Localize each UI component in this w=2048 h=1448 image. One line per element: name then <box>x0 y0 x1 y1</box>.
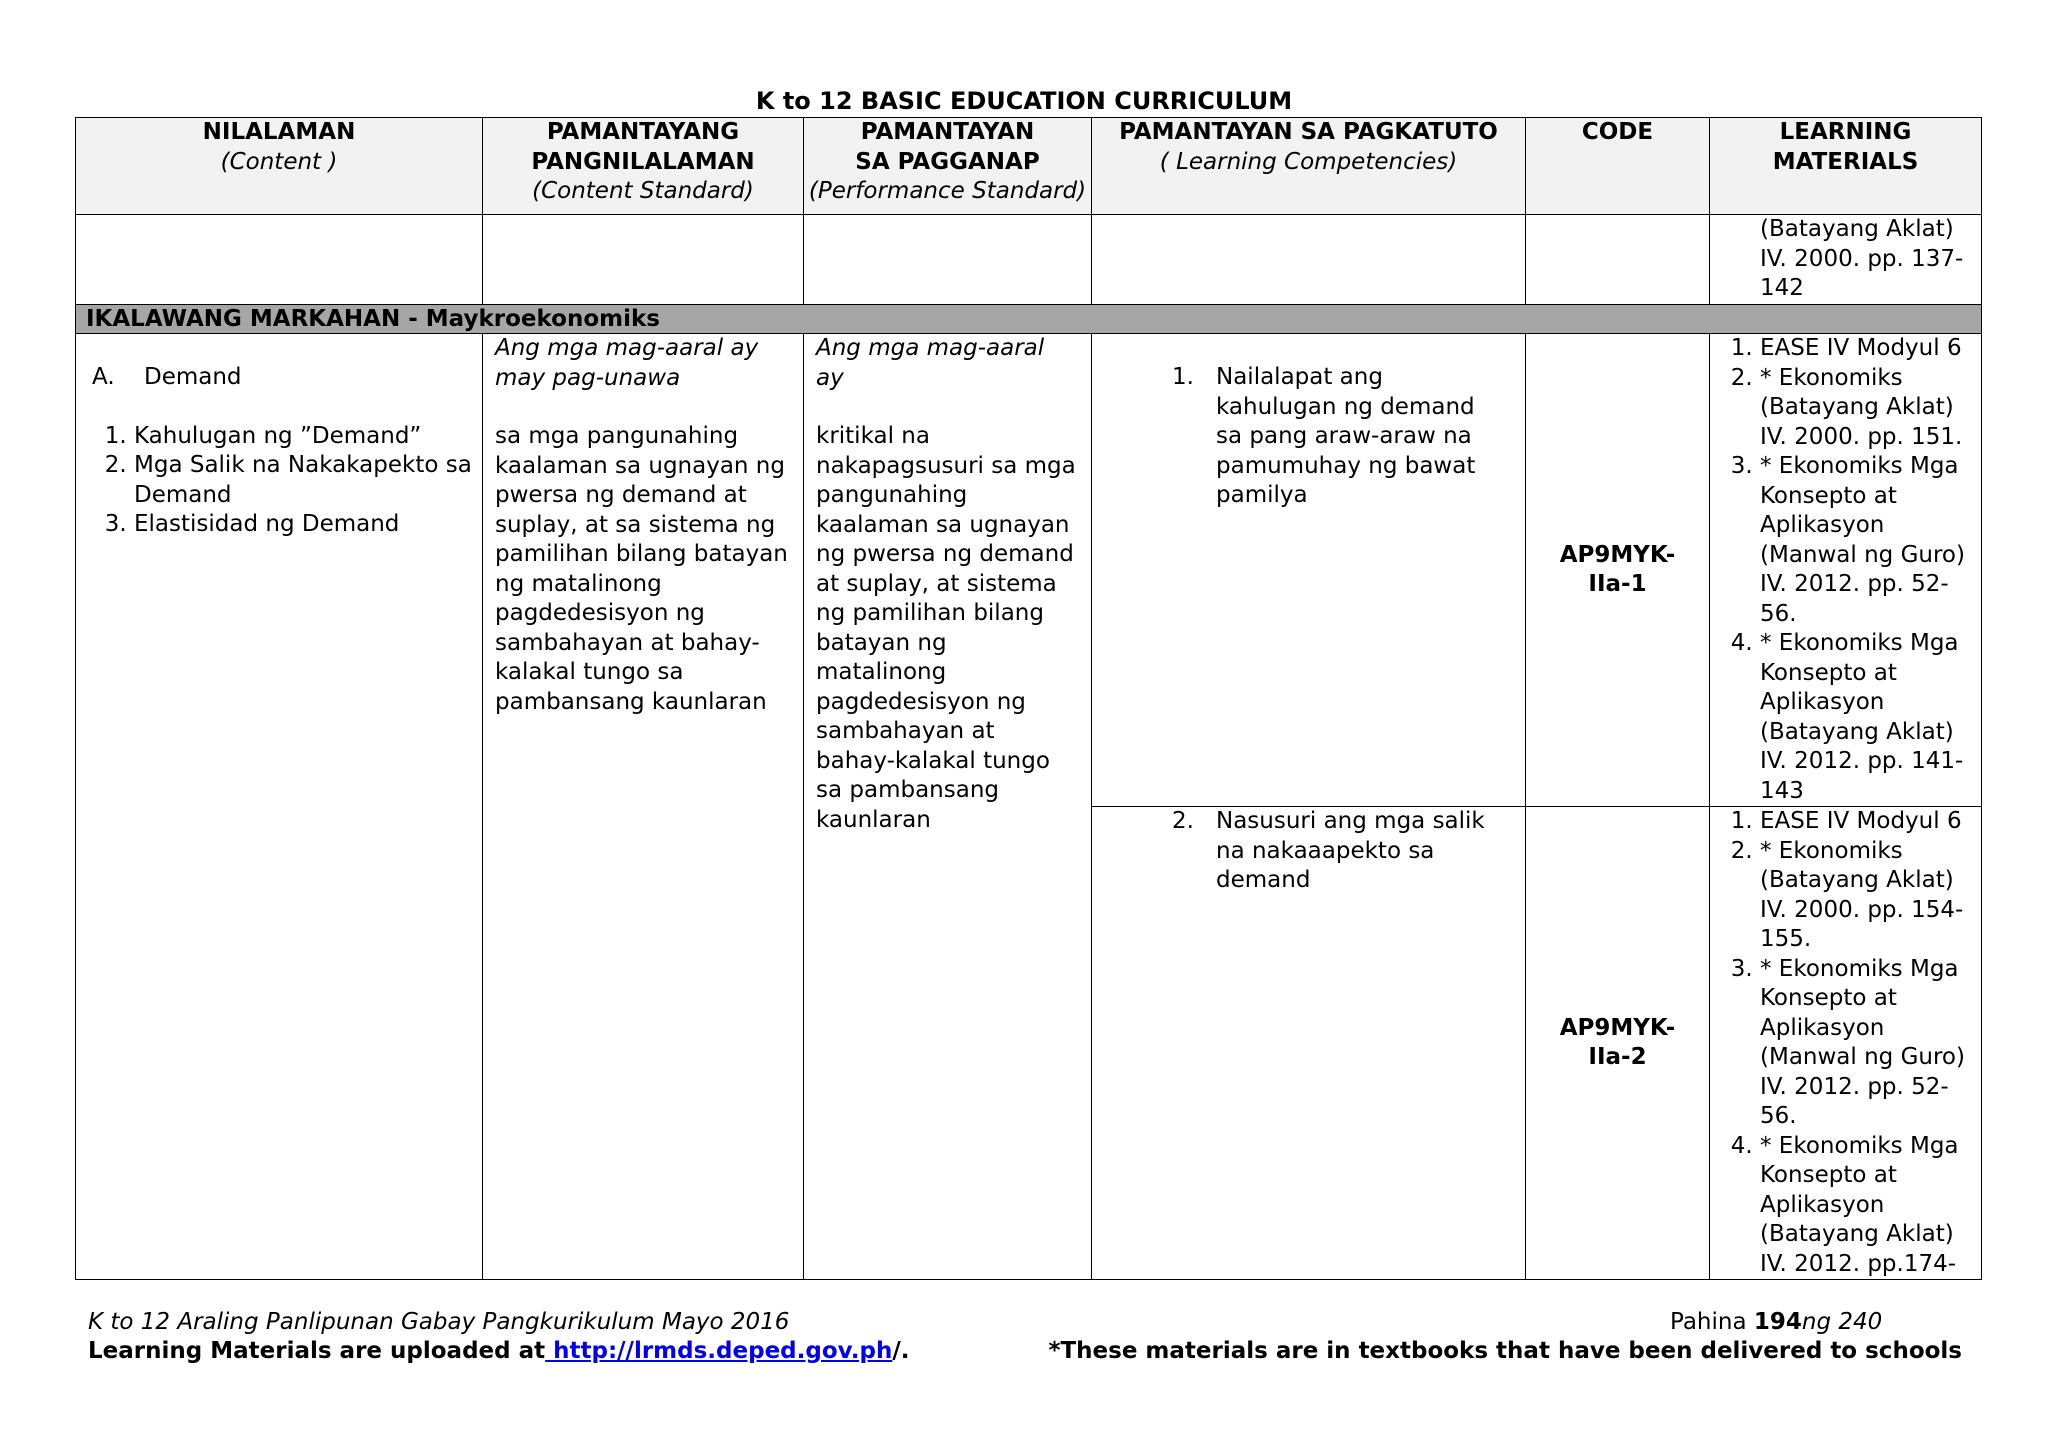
list-item: 1. EASE IV Modyul 6 <box>1760 807 1981 837</box>
carryover-materials: (Batayang Aklat) IV. 2000. pp. 137- 142 <box>1710 215 1982 305</box>
performance-standard-cell <box>804 334 1092 1280</box>
footer-upload-prefix: Learning Materials are uploaded at <box>88 1338 546 1364</box>
list-item: 1. EASE IV Modyul 6 <box>1760 334 1981 364</box>
content-topic-text: Demand <box>144 364 242 390</box>
content-subtopics <box>76 422 482 540</box>
header-performance-title2: SA PAGGANAP <box>855 148 1040 175</box>
header-performance-title1: PAMANTAYAN <box>860 119 1035 145</box>
list-item: 2. Mga Salik na Nakakapekto sa Demand <box>134 451 482 510</box>
competency-1-code: AP9MYK- IIa-1 <box>1526 334 1710 807</box>
content-topic <box>76 363 482 393</box>
footer-note: *These materials are in textbooks that have been delivered to schools <box>1048 1338 1962 1364</box>
header-competencies <box>1092 118 1526 215</box>
page-number-line <box>1670 1308 1882 1337</box>
footer-guide: K to 12 Araling Panlipunan Gabay Pangkurikulum Mayo 2016 <box>88 1309 790 1335</box>
list-item: 3. * Ekonomiks Mga Konsepto at Aplikasyon (Manwal ng Guro) IV. 2012. pp. 52-56. <box>1760 955 1981 1132</box>
list-item: 1. Kahulugan ng ”Demand” <box>134 422 482 452</box>
list-item: 2. * Ekonomiks (Batayang Aklat) IV. 2000. pp. 151. <box>1760 364 1981 453</box>
header-content-sub: (Content ) <box>220 148 338 175</box>
footer-left <box>88 1308 909 1366</box>
content-standard-intro: Ang mga mag-aaral ay may pag-unawa <box>495 335 759 391</box>
competency-2-code: AP9MYK- IIa-2 <box>1526 807 1710 1280</box>
list-item: 4. * Ekonomiks Mga Konsepto at Aplikasyon (Batayang Aklat) IV. 2012. pp. 141-143 <box>1760 629 1981 806</box>
competency-1-cell <box>1092 334 1526 807</box>
competency-2-cell <box>1092 807 1526 1280</box>
document-title: K to 12 BASIC EDUCATION CURRICULUM <box>755 87 1293 115</box>
performance-standard-body: kritikal na nakapagsusuri sa mga pangunahing kaalaman sa ugnayan ng pwersa ng demand at suplay, at sistema ng pamilihan bilang batayan ng matalinong pagdedesisyon ng sambahayan at bahay-kalakal tungo sa pambansang kaunlaran <box>816 423 1076 833</box>
quarter-band: IKALAWANG MARKAHAN - Maykroekonomiks <box>76 305 1982 334</box>
header-materials-title2: MATERIALS <box>1772 148 1919 175</box>
content-standard-cell <box>483 334 804 1280</box>
header-content-standard-title1: PAMANTAYANG <box>546 119 740 145</box>
footer-upload <box>88 1337 909 1366</box>
header-content-standard <box>483 118 804 215</box>
carryover-row <box>76 215 1982 305</box>
curriculum-table <box>75 117 1982 1280</box>
header-performance-sub: (Performance Standard) <box>808 178 1087 204</box>
footer-upload-suffix: /. <box>892 1338 910 1364</box>
header-code-title: CODE <box>1581 119 1654 145</box>
header-content-title: NILALAMAN <box>202 119 356 145</box>
header-materials-title1: LEARNING <box>1779 119 1912 145</box>
list-item: 3. Elastisidad ng Demand <box>134 510 482 540</box>
header-content-standard-sub: (Content Standard) <box>532 178 754 204</box>
header-performance-standard <box>804 118 1092 215</box>
header-content-standard-title2: PANGNILALAMAN <box>531 148 755 175</box>
competency-1-text: Nailalapat ang kahulugan ng demand sa pang araw-araw na pamumuhay ng bawat pamilya <box>1216 364 1476 508</box>
page-total: ng 240 <box>1801 1309 1883 1335</box>
content-letter: A. <box>92 364 115 390</box>
competency-2-text: Nasusuri ang mga salik na nakaaapekto sa demand <box>1216 808 1485 893</box>
performance-standard-intro: Ang mga mag-aaral ay <box>816 335 1045 391</box>
header-content <box>76 118 483 215</box>
competency-1-materials <box>1710 334 1982 807</box>
competency-1-number: 1. <box>1172 364 1194 390</box>
header-code <box>1526 118 1710 215</box>
list-item: 4. * Ekonomiks Mga Konsepto at Aplikasyon (Batayang Aklat) IV. 2012. pp.174- <box>1760 1132 1981 1280</box>
competency-2-number: 2. <box>1172 808 1194 834</box>
quarter-band-row <box>76 305 1982 334</box>
header-competencies-title: PAMANTAYAN SA PAGKATUTO <box>1119 119 1498 145</box>
content-standard-body: sa mga pangunahing kaalaman sa ugnayan ng pwersa ng demand at suplay, at sa sistema ng pamilihan bilang batayan ng matalinong pagdedesisyon ng sambahayan at bahay-kalakal tungo sa pambansang kaunlaran <box>495 423 788 715</box>
page-number: 194 <box>1753 1309 1802 1335</box>
header-materials <box>1710 118 1982 215</box>
lrmds-link[interactable]: http://lrmds.deped.gov.ph <box>545 1338 893 1364</box>
competency-row-1 <box>76 334 1982 807</box>
page-label: Pahina <box>1670 1309 1754 1335</box>
header-competencies-sub: ( Learning Competencies) <box>1159 148 1458 175</box>
list-item: 2. * Ekonomiks (Batayang Aklat) IV. 2000. pp. 154-155. <box>1760 837 1981 955</box>
competency-2-materials <box>1710 807 1982 1280</box>
content-cell <box>76 334 483 1280</box>
header-row <box>76 118 1982 215</box>
list-item: 3. * Ekonomiks Mga Konsepto at Aplikasyon (Manwal ng Guro) IV. 2012. pp. 52-56. <box>1760 452 1981 629</box>
